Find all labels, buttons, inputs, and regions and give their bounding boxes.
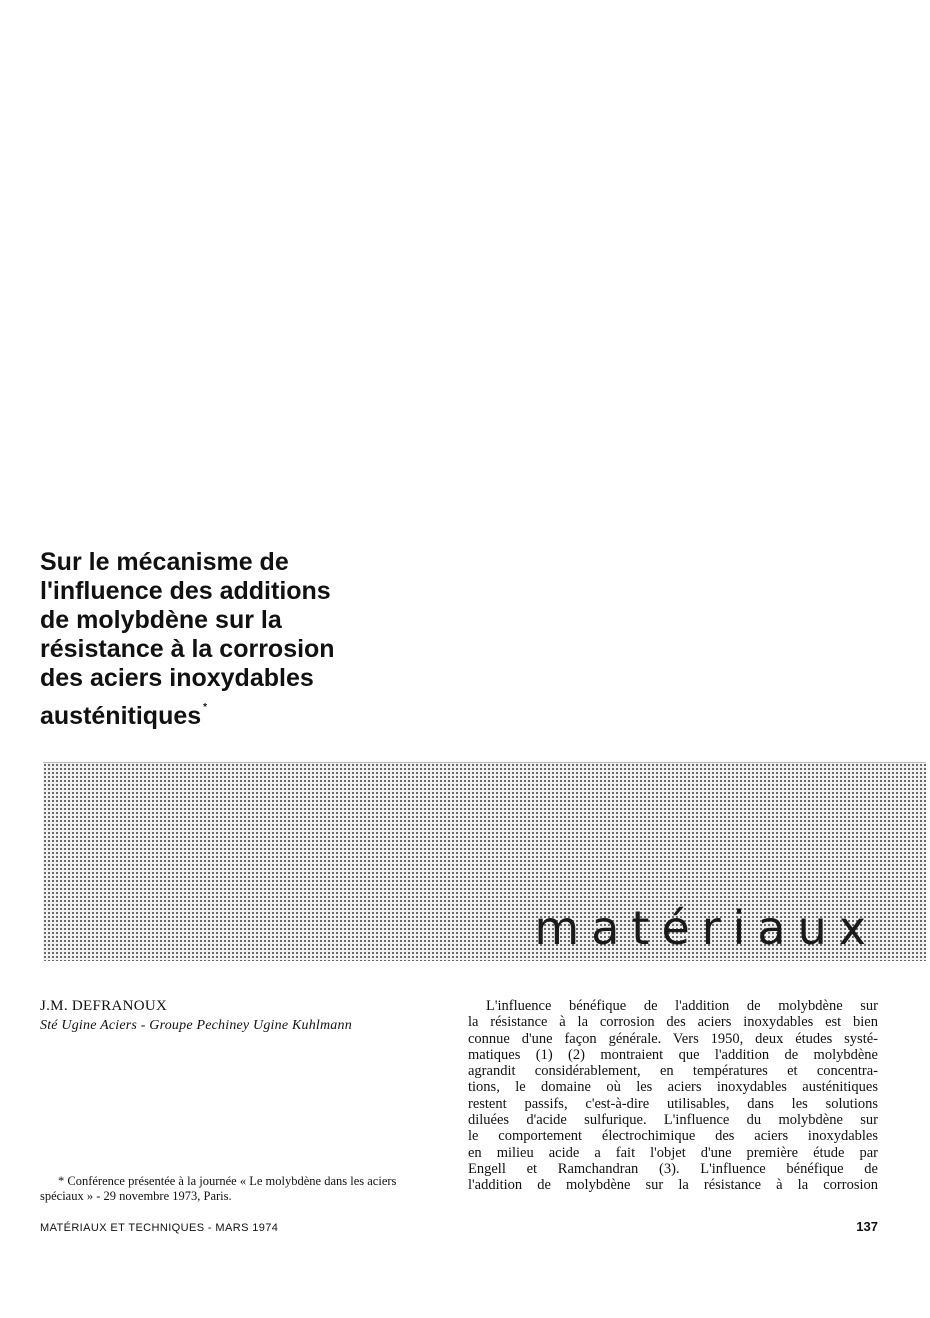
footnote	[40, 1174, 452, 1204]
body-line: agrandit considérablement, en températures et concentra-	[468, 1063, 878, 1080]
title-line: des aciers inoxydables	[40, 664, 314, 692]
body-line: Engell et Ramchandran (3). L'influence bénéfique de	[468, 1160, 878, 1177]
body-line: diluées d'acide sulfurique. L'influence du molybdène sur	[468, 1112, 878, 1129]
author-name: J.M. DEFRANOUX	[40, 998, 168, 1014]
title-line: de molybdène sur la	[40, 606, 282, 634]
body-line: le comportement électrochimique des aciers inoxydables	[468, 1128, 878, 1145]
body-line: en milieu acide a fait l'objet d'une première étude par	[468, 1144, 878, 1161]
footnote-line: spéciaux » - 29 novembre 1973, Paris.	[40, 1189, 232, 1203]
title-line-text: austénitiques	[40, 702, 202, 730]
body-line: tions, le domaine où les aciers inoxydables austénitiques	[468, 1079, 878, 1096]
body-line: L'influence bénéfique de l'addition de molybdène sur	[486, 998, 878, 1014]
title-line-last	[40, 693, 480, 731]
body-line: connue d'une façon générale. Vers 1950, deux études systé-	[468, 1030, 878, 1047]
body-line: l'addition de molybdène sur la résistance à la corrosion	[468, 1177, 878, 1194]
body-line: matiques (1) (2) montraient que l'addition de molybdène	[468, 1046, 878, 1063]
footnote-marker: *	[203, 702, 208, 713]
body-text-column	[468, 998, 878, 1194]
page-number: 137	[856, 1219, 878, 1234]
author-affiliation: Sté Ugine Aciers - Groupe Pechiney Ugine Kuhlmann	[40, 1018, 352, 1033]
body-line: la résistance à la corrosion des aciers inoxydables est bien	[468, 1014, 878, 1031]
footnote-line: * Conférence présentée à la journée « Le molybdène dans les aciers	[58, 1174, 397, 1188]
journal-footer: MATÉRIAUX ET TECHNIQUES - MARS 1974	[40, 1222, 279, 1234]
title-line: résistance à la corrosion	[40, 635, 335, 663]
title-line: l'influence des additions	[40, 577, 331, 605]
section-label: matériaux	[534, 901, 878, 955]
body-line: restent passifs, c'est-à-dire utilisables, dans les solutions	[468, 1095, 878, 1112]
section-banner	[43, 762, 926, 961]
article-title	[40, 548, 480, 731]
title-line: Sur le mécanisme de	[40, 548, 289, 576]
